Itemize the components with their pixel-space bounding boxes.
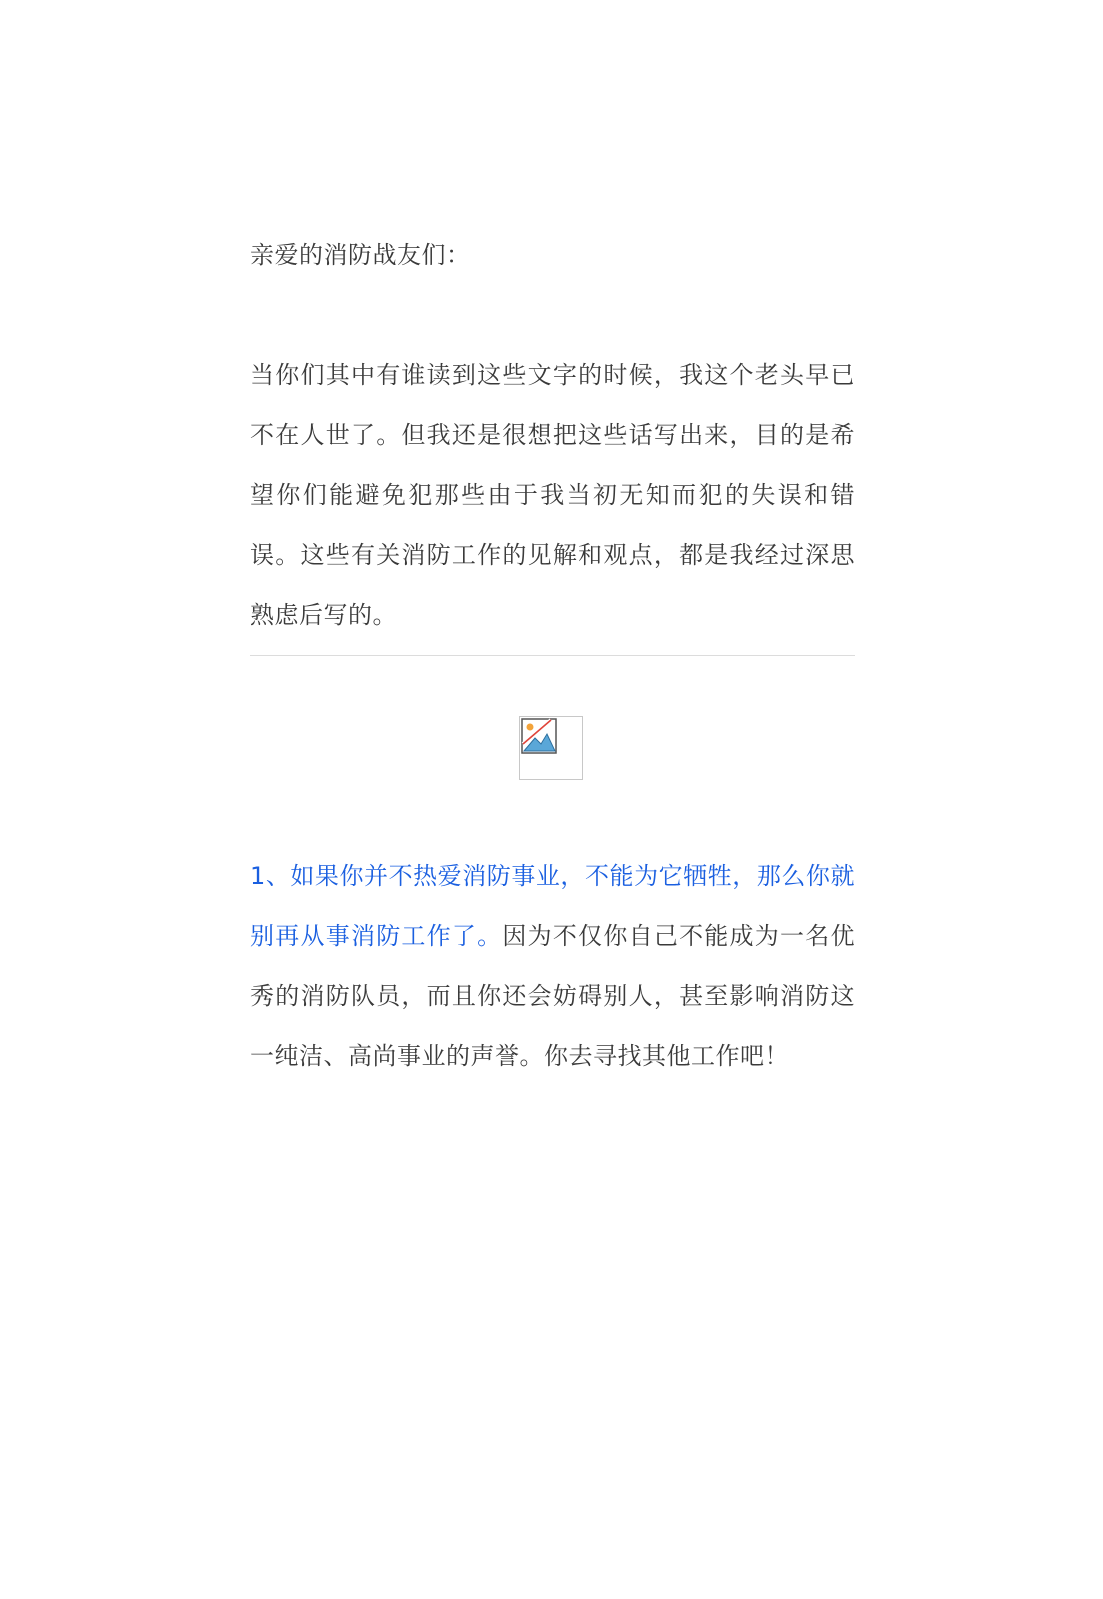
letter-greeting: 亲爱的消防战友们： (250, 241, 471, 269)
point-1-highlight: 1、如果你并不热爱消防事业，不能为它牺牲，那么你就别再从事消防工作了。 (250, 862, 855, 950)
broken-image-icon (519, 716, 583, 780)
image-placeholder-icon (521, 718, 559, 756)
intro-paragraph: 当你们其中有谁读到这些文字的时候，我这个老头早已不在人世了。但我还是很想把这些话写出来，目的是希望你们能避免犯那些由于我当初无知而犯的失误和错误。这些有关消防工作的见解和观点，都是我经过深思熟虑后写的。 (250, 361, 855, 629)
letter-article (250, 225, 855, 1086)
point-1-body: 因为不仅你自己不能成为一名优秀的消防队员，而且你还会妨碍别人，甚至影响消防这一纯洁、高尚事业的声誉。你去寻找其他工作吧！ (250, 922, 855, 1070)
image-container (250, 656, 855, 846)
point-1-paragraph (250, 846, 855, 1086)
